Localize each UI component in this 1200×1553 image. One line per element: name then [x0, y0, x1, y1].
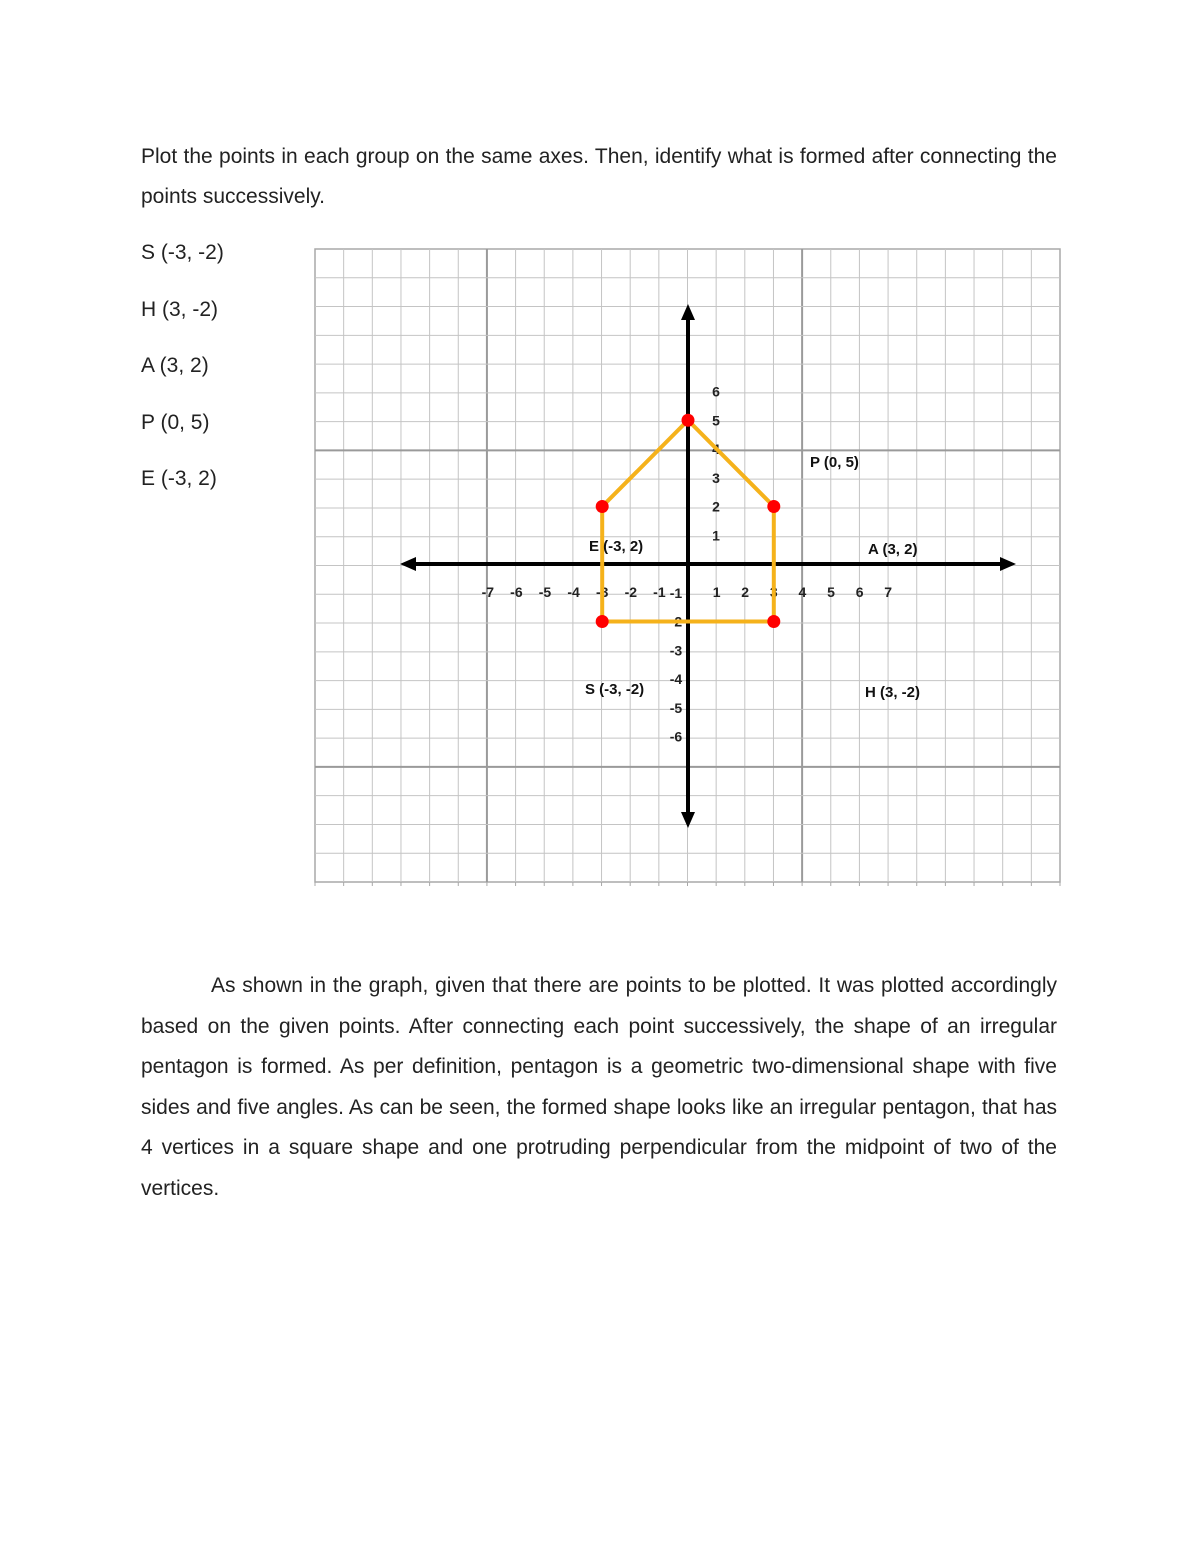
x-tick-label: 5	[827, 584, 835, 600]
point-s-label: S (-3, -2)	[585, 681, 645, 698]
y-tick-label: -3	[669, 642, 683, 659]
point-p-label: P (0, 5)	[810, 454, 859, 471]
x-tick-label: 1	[712, 584, 721, 600]
y-tick-label: -6	[669, 728, 683, 745]
y-tick-label: 2	[712, 498, 720, 515]
x-tick-label: -3	[595, 584, 609, 600]
x-tick-label: 4	[798, 584, 807, 600]
x-tick-label: 7	[884, 584, 893, 600]
y-tick-label: 4	[712, 441, 720, 457]
x-tick-label: 6	[855, 584, 864, 600]
point-h-marker	[767, 615, 780, 628]
x-tick-label: -6	[510, 584, 523, 600]
x-tick-label: -1	[653, 584, 666, 600]
point-list-item: E (-3, 2)	[141, 467, 217, 490]
y-tick-label: -5	[669, 699, 683, 716]
instructions-paragraph: Plot the points in each group on the same axes. Then, identify what is formed after connecting the points successively.	[141, 145, 1057, 208]
conclusion-text: As shown in the graph, given that there are points to be plotted. It was plotted accordingly based on the given points. After connecting each point successively, the shape of an irregular pentagon is formed. As per definition, pentagon is a geometric two-dimensional shape with five sides and five angles. As can be seen, the formed shape looks like an irregular pentagon, that has 4 vertices in a square shape and one protruding perpendicular from the midpoint of two of the vertices.	[141, 974, 1057, 1200]
y-tick-label: -1	[669, 584, 683, 601]
point-a-marker	[767, 500, 780, 513]
point-list-item: A (3, 2)	[141, 354, 209, 377]
point-s-marker	[596, 615, 609, 628]
point-e-marker	[596, 500, 609, 513]
x-tick-label: -5	[538, 584, 552, 600]
point-list-item: P (0, 5)	[141, 410, 210, 434]
point-p-marker	[682, 414, 695, 427]
point-list-item: S (-3, -2)	[141, 241, 224, 264]
y-tick-label: 6	[712, 383, 720, 400]
point-list-item: H (3, -2)	[141, 297, 219, 321]
x-tick-label: 2	[741, 584, 750, 600]
point-a-label: A (3, 2)	[868, 541, 918, 558]
x-tick-label: -2	[624, 584, 638, 600]
point-e-label: E (-3, 2)	[589, 538, 644, 555]
x-tick-label: 3	[769, 584, 778, 600]
y-tick-label: -4	[669, 671, 683, 687]
y-tick-label: -2	[669, 613, 683, 630]
y-tick-label: 5	[712, 412, 720, 429]
conclusion-paragraph	[141, 966, 1057, 1210]
x-tick-label: -4	[567, 584, 580, 600]
y-tick-label: 3	[712, 469, 720, 486]
x-tick-label: -7	[481, 584, 495, 600]
y-tick-label: 1	[712, 527, 720, 544]
point-h-label: H (3, -2)	[865, 684, 921, 701]
